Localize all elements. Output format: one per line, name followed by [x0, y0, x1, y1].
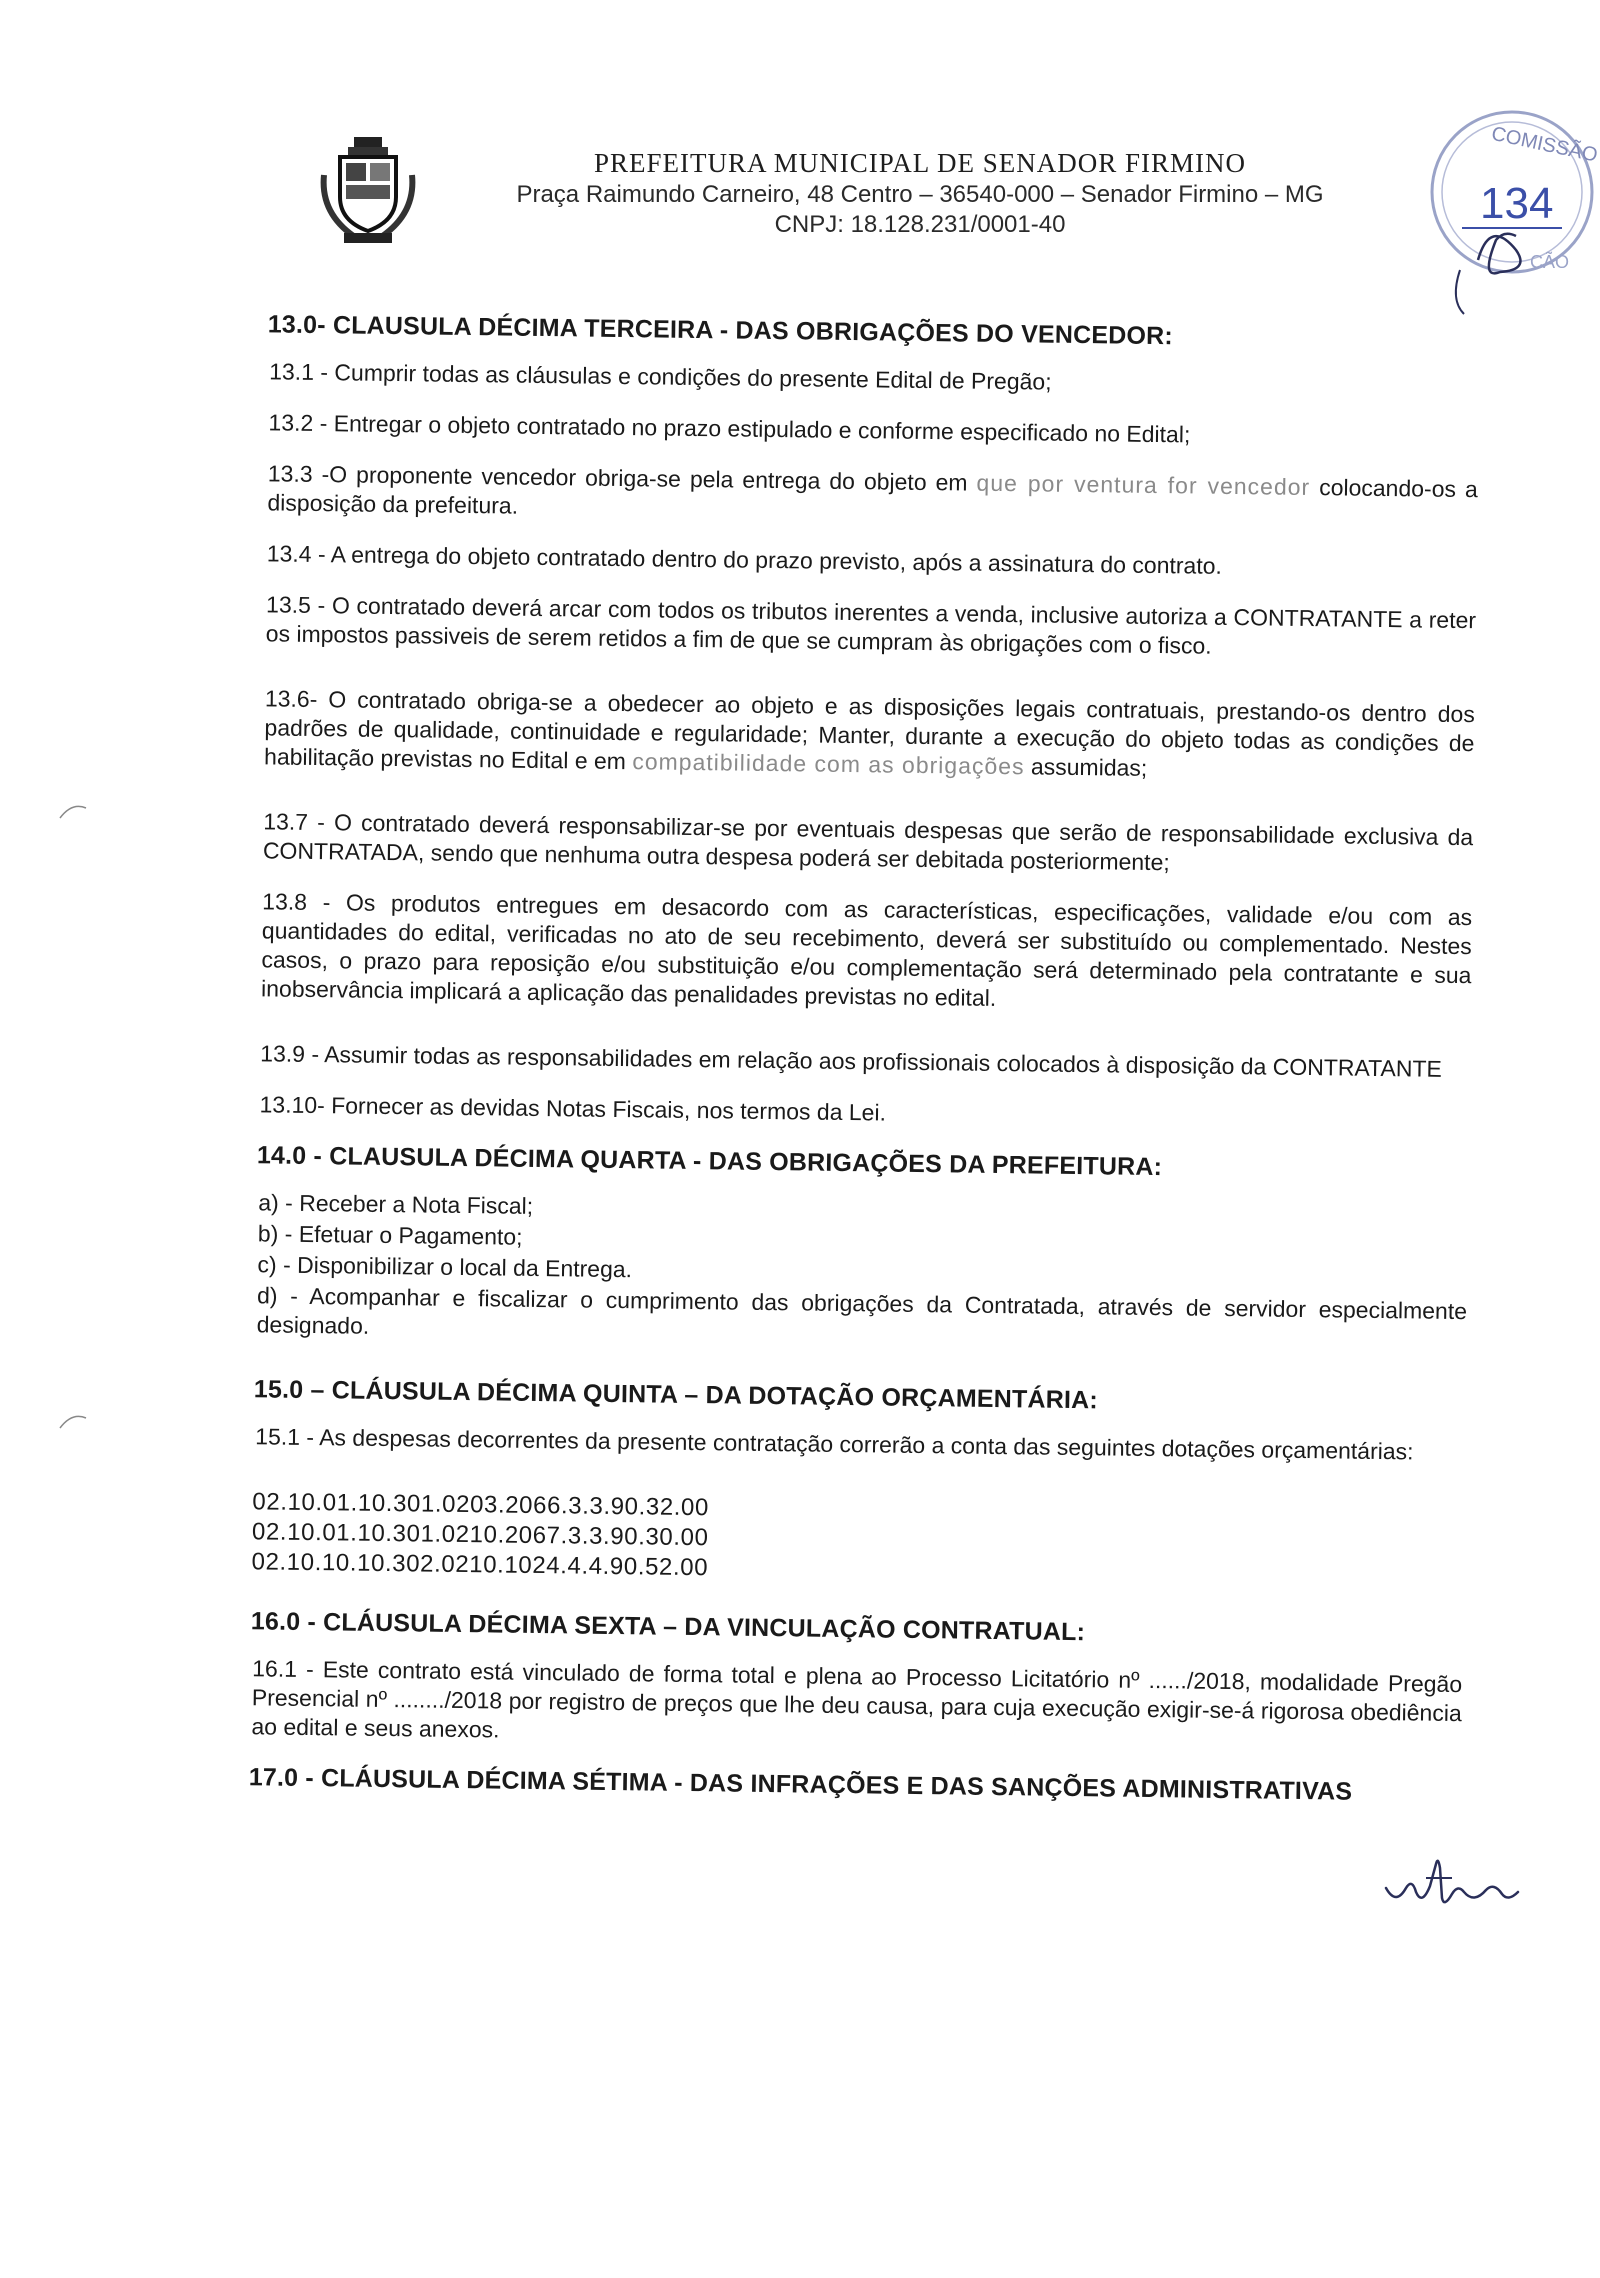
section-15-heading: 15.0 – CLÁUSULA DÉCIMA QUINTA – DA DOTAÇÃO ORÇAMENTÁRIA:: [253, 1375, 1099, 1415]
budget-code: 02.10.10.10.302.0210.1024.4.4.90.52.00: [251, 1548, 709, 1582]
clause-13-6: [264, 684, 1475, 787]
clause-13-1: 13.1 - Cumprir todas as cláusulas e condições do presente Edital de Pregão;: [269, 358, 1052, 395]
clause-13-7: 13.7 - O contratado deverá responsabilizar-se por eventuais despesas que serão de responsabilidade exclusiva da CONTRATADA, sendo que nenhuma outra despesa poderá ser debitada posteriormente;: [262, 808, 1474, 876]
clause-13-9: 13.9 - Assumir todas as responsabilidades em relação aos profissionais colocados à disposição da CONTRATANTE: [260, 1040, 1442, 1082]
clause-13-4: 13.4 - A entrega do objeto contratado dentro do prazo previsto, após a assinatura do contrato.: [266, 540, 1223, 579]
clause-15-1: 15.1 - As despesas decorrentes da presente contratação correrão a conta das seguintes dotações orçamentárias:: [255, 1423, 1414, 1465]
clause-13-10: 13.10- Fornecer as devidas Notas Fiscais, nos termos da Lei.: [259, 1091, 887, 1126]
item-14-c: c) - Disponibilizar o local da Entrega.: [257, 1251, 633, 1283]
item-14-d: d) - Acompanhar e fiscalizar o cumprimento das obrigações da Contratada, através de servidor especialmente designado.: [256, 1282, 1468, 1339]
stamp-number: 134: [1480, 179, 1554, 228]
clause-13-6-faded: compatibilidade com as obrigações: [632, 748, 1025, 780]
organization-cnpj: CNPJ: 18.128.231/0001-40: [774, 211, 1066, 238]
clause-16-1: 16.1 - Este contrato está vinculado de forma total e plena ao Processo Licitatório nº ....../2018, modalidade Pregão Presencial nº ......../2018 por registro de preços que lhe deu causa, para cuja execução exigir-se-á rigorosa obediência ao edital e seus anexos.: [251, 1655, 1463, 1743]
organization-name: PREFEITURA MUNICIPAL DE SENADOR FIRMINO: [593, 148, 1247, 178]
clause-13-2: 13.2 - Entregar o objeto contratado no prazo estipulado e conforme especificado no Edital;: [268, 409, 1191, 448]
margin-mark: [58, 800, 88, 820]
handwritten-signature: [1382, 1848, 1522, 1918]
clause-13-3-end: colocando-os a disposição da prefeitura.: [267, 474, 1478, 519]
clause-13-6-text: 13.6- O contratado obriga-se a obedecer ao objeto e as disposições legais contratuais, prestando-os dentro dos padrões de qualidade, continuidade e regularidade; Manter, durante a execução do objeto todas as condições de habilitação previstas no Edital e em: [263, 685, 1475, 775]
municipal-crest-logo: [318, 135, 418, 247]
section-17-heading: 17.0 - CLÁUSULA DÉCIMA SÉTIMA - DAS INFRAÇÕES E DAS SANÇÕES ADMINISTRATIVAS: [248, 1763, 1353, 1806]
clause-13-5: 13.5 - O contratado deverá arcar com todos os tributos inerentes a venda, inclusive autoriza a CONTRATANTE a reter os impostos passiveis de serem retidos a fim de que se cumpram às obrigações com o fisco.: [265, 591, 1477, 659]
budget-code: 02.10.01.10.301.0203.2066.3.3.90.32.00: [252, 1488, 710, 1522]
commission-stamp: [1420, 100, 1600, 320]
section-13-heading: 13.0- CLAUSULA DÉCIMA TERCEIRA - DAS OBRIGAÇÕES DO VENCEDOR:: [267, 310, 1174, 351]
clause-13-3-faded: que por ventura for vencedor: [976, 469, 1311, 501]
clause-13-3: [267, 459, 1478, 533]
letterhead: [440, 148, 1400, 239]
stamp-text-top: COMISSÃO: [1489, 122, 1600, 167]
stamp-text-bottom: CÃO: [1530, 252, 1570, 272]
margin-mark: [58, 1410, 88, 1430]
document-body: [220, 310, 1480, 1826]
section-16-heading: 16.0 - CLÁUSULA DÉCIMA SEXTA – DA VINCULAÇÃO CONTRATUAL:: [250, 1607, 1086, 1647]
section-14-heading: 14.0 - CLAUSULA DÉCIMA QUARTA - DAS OBRIGAÇÕES DA PREFEITURA:: [256, 1141, 1163, 1182]
organization-address: Praça Raimundo Carneiro, 48 Centro – 36540-000 – Senador Firmino – MG: [516, 181, 1324, 208]
item-14-a: a) - Receber a Nota Fiscal;: [258, 1189, 534, 1219]
budget-codes-list: [223, 1487, 1464, 1593]
budget-code: 02.10.01.10.301.0210.2067.3.3.90.30.00: [251, 1518, 709, 1552]
clause-13-6-end: assumidas;: [1024, 753, 1148, 781]
clause-13-8: 13.8 - Os produtos entregues em desacordo com as características, especificações, validade e/ou com as quantidades do edital, verificadas no ato de seu recebimento, deverá ser substituído ou complementado. Nestes casos, o prazo para reposição e/ou substituição e/ou complementação será determinado pela contratante e sua inobservância implicará a aplicação das penalidades previstas no edital.: [260, 888, 1473, 1011]
item-14-b: b) - Efetuar o Pagamento;: [257, 1220, 523, 1250]
clause-13-3-text: 13.3 -O proponente vencedor obriga-se pela entrega do objeto em: [267, 460, 977, 496]
